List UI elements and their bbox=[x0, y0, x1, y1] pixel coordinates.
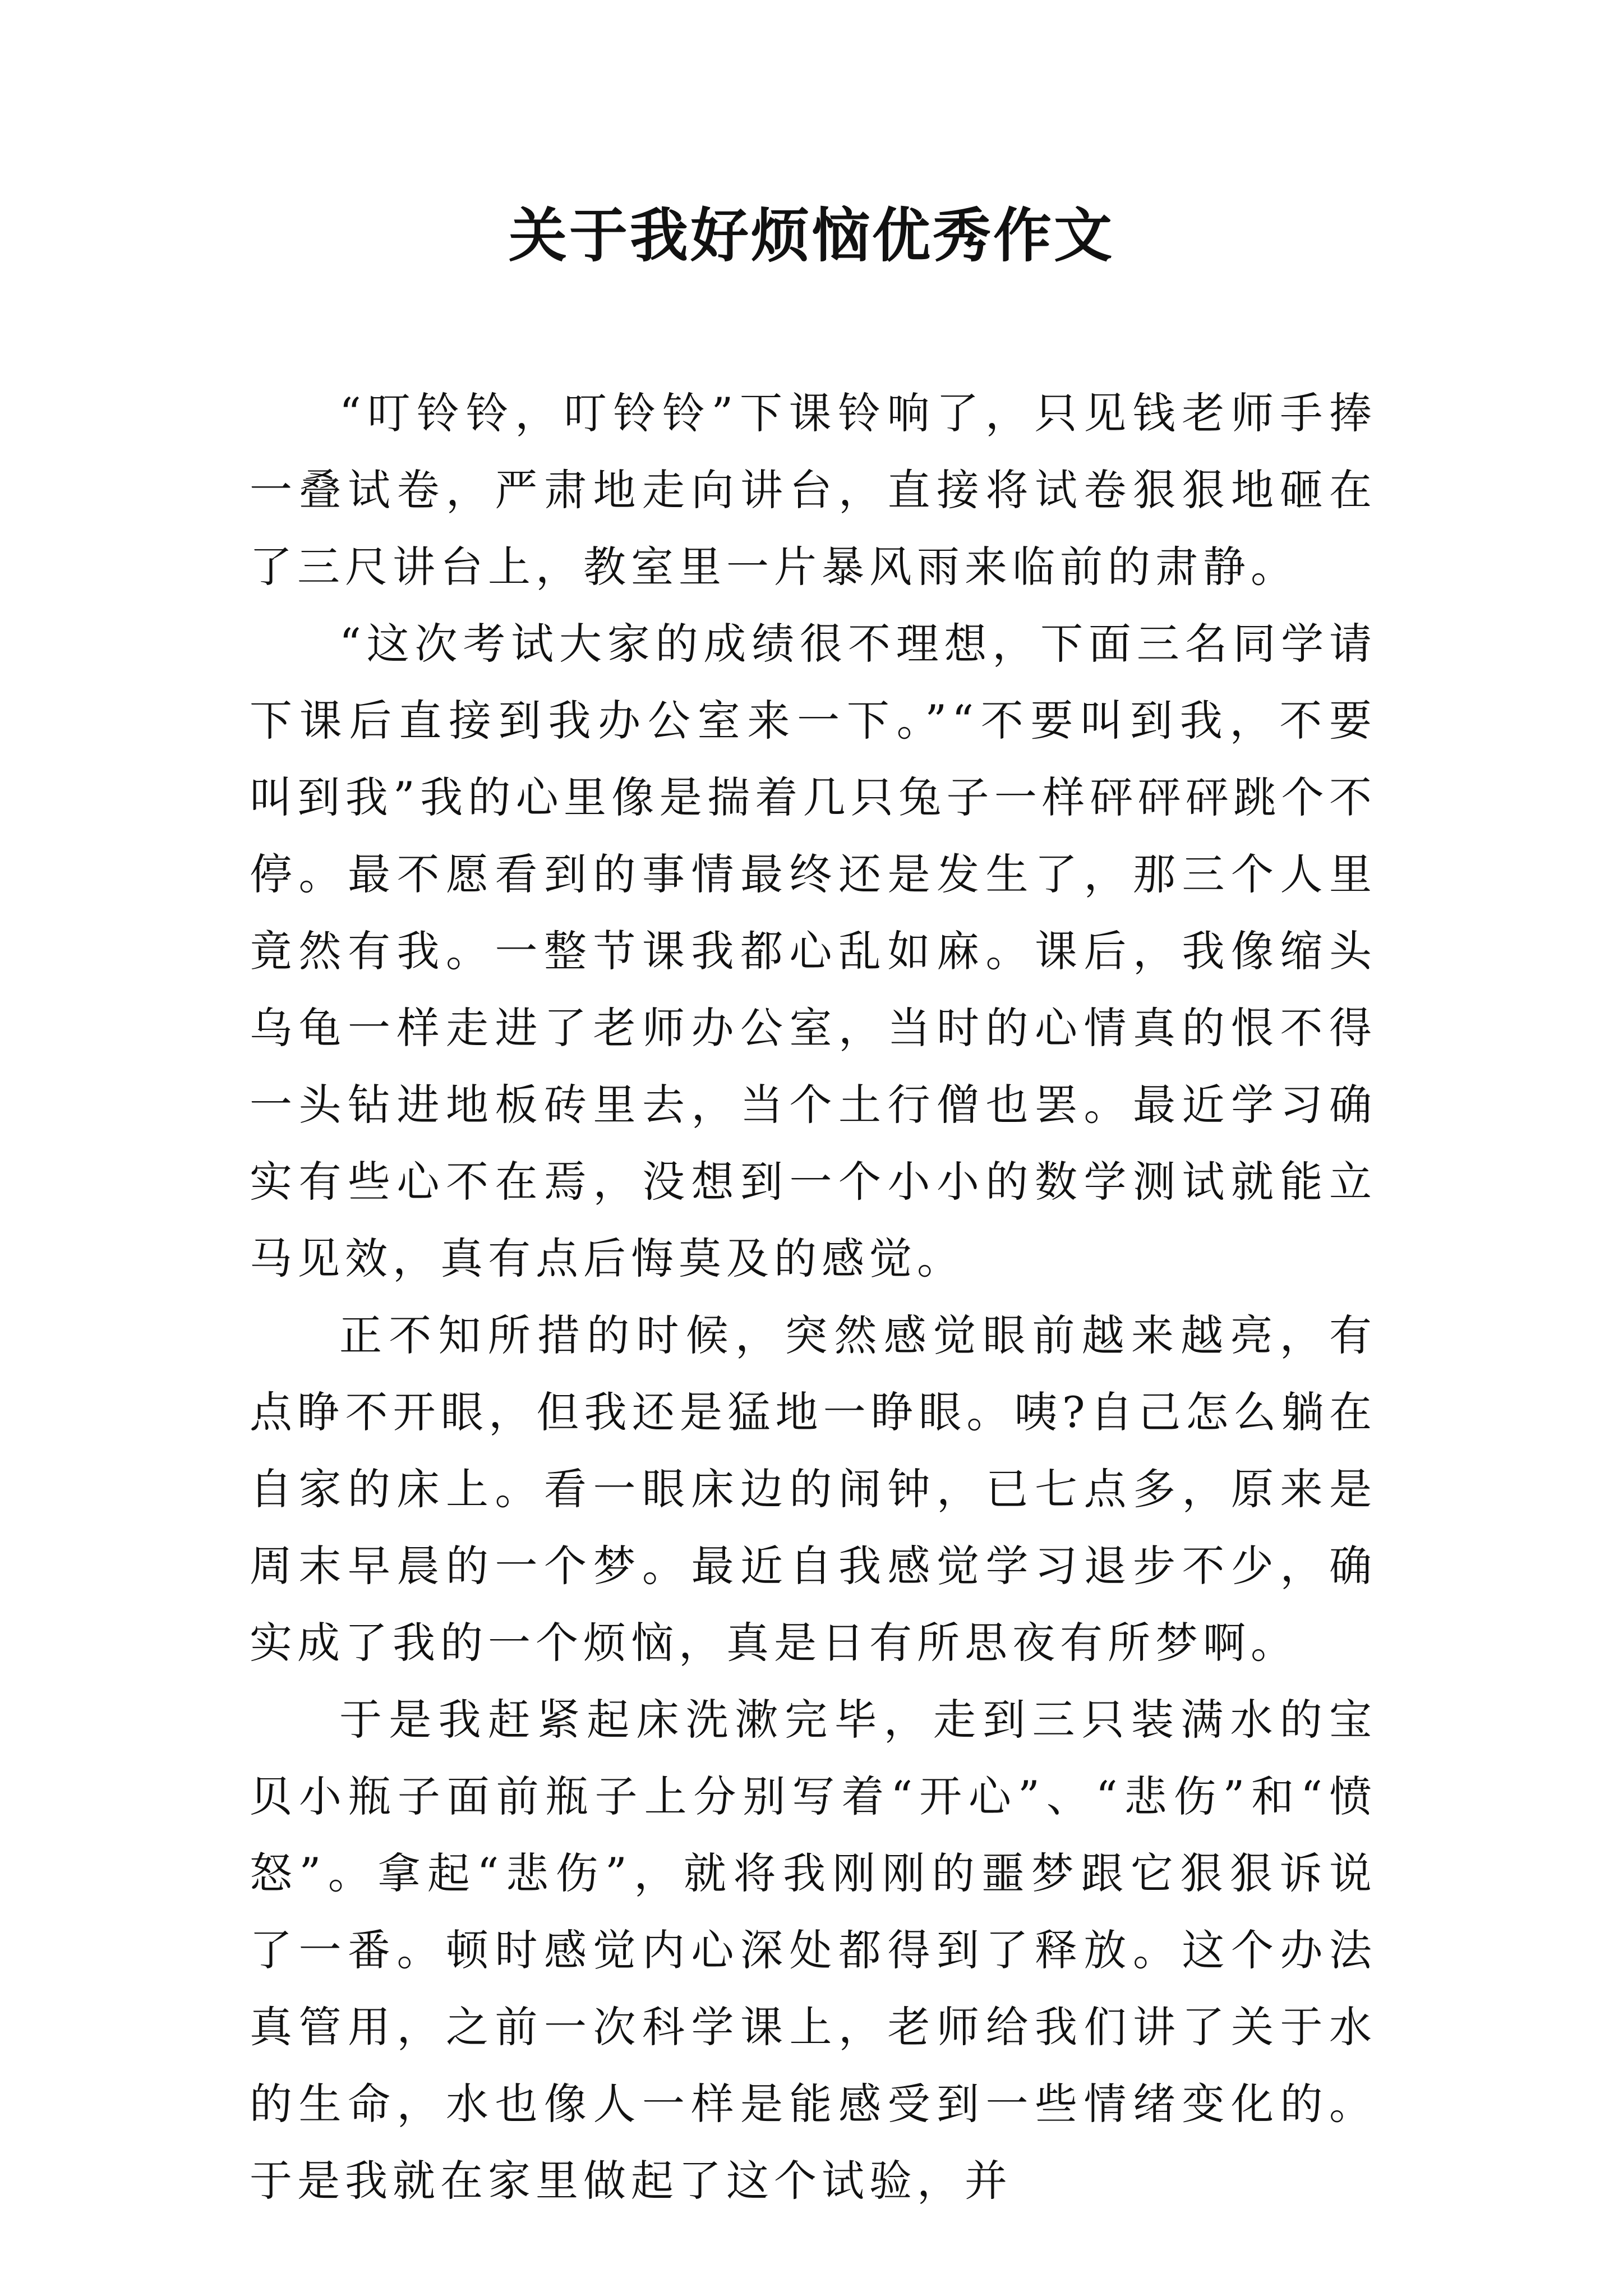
paragraph-2: “这次考试大家的成绩很不理想，下面三名同学请下课后直接到我办公室来一下。”“不要叫到我，不要叫到我”我的心里像是揣着几只兔子一样砰砰砰跳个不停。最不愿看到的事情最终还是发生了，那三个人里竟然有我。一整节课我都心乱如麻。课后，我像缩头乌龟一样走进了老师办公室，当时的心情真的恨不得一头钻进地板砖里去，当个土行僧也罢。最近学习确实有些心不在焉，没想到一个小小的数学测试就能立马见效，真有点后悔莫及的感觉。 bbox=[250, 619, 1377, 1283]
document-body bbox=[250, 375, 1377, 2219]
paragraph-4: 于是我赶紧起床洗漱完毕，走到三只装满水的宝贝小瓶子面前瓶子上分别写着“开心”、“悲伤”和“愤怒”。拿起“悲伤”，就将我刚刚的噩梦跟它狠狠诉说了一番。顿时感觉内心深处都得到了释放。这个办法真管用，之前一次科学课上，老师给我们讲了关于水的生命，水也像人一样是能感受到一些情绪变化的。于是我就在家里做起了这个试验，并 bbox=[250, 1695, 1377, 2206]
document-title: 关于我好烦恼优秀作文 bbox=[508, 201, 1114, 270]
paragraph-3: 正不知所措的时候，突然感觉眼前越来越亮，有点睁不开眼，但我还是猛地一睁眼。咦?自己怎么躺在自家的床上。看一眼床边的闹钟，已七点多，原来是周末早晨的一个梦。最近自我感觉学习退步不少，确实成了我的一个烦恼，真是日有所思夜有所梦啊。 bbox=[250, 1310, 1377, 1668]
paragraph-1: “叮铃铃，叮铃铃”下课铃响了，只见钱老师手捧一叠试卷，严肃地走向讲台，直接将试卷狠狠地砸在了三尺讲台上，教室里一片暴风雨来临前的肃静。 bbox=[250, 388, 1377, 592]
